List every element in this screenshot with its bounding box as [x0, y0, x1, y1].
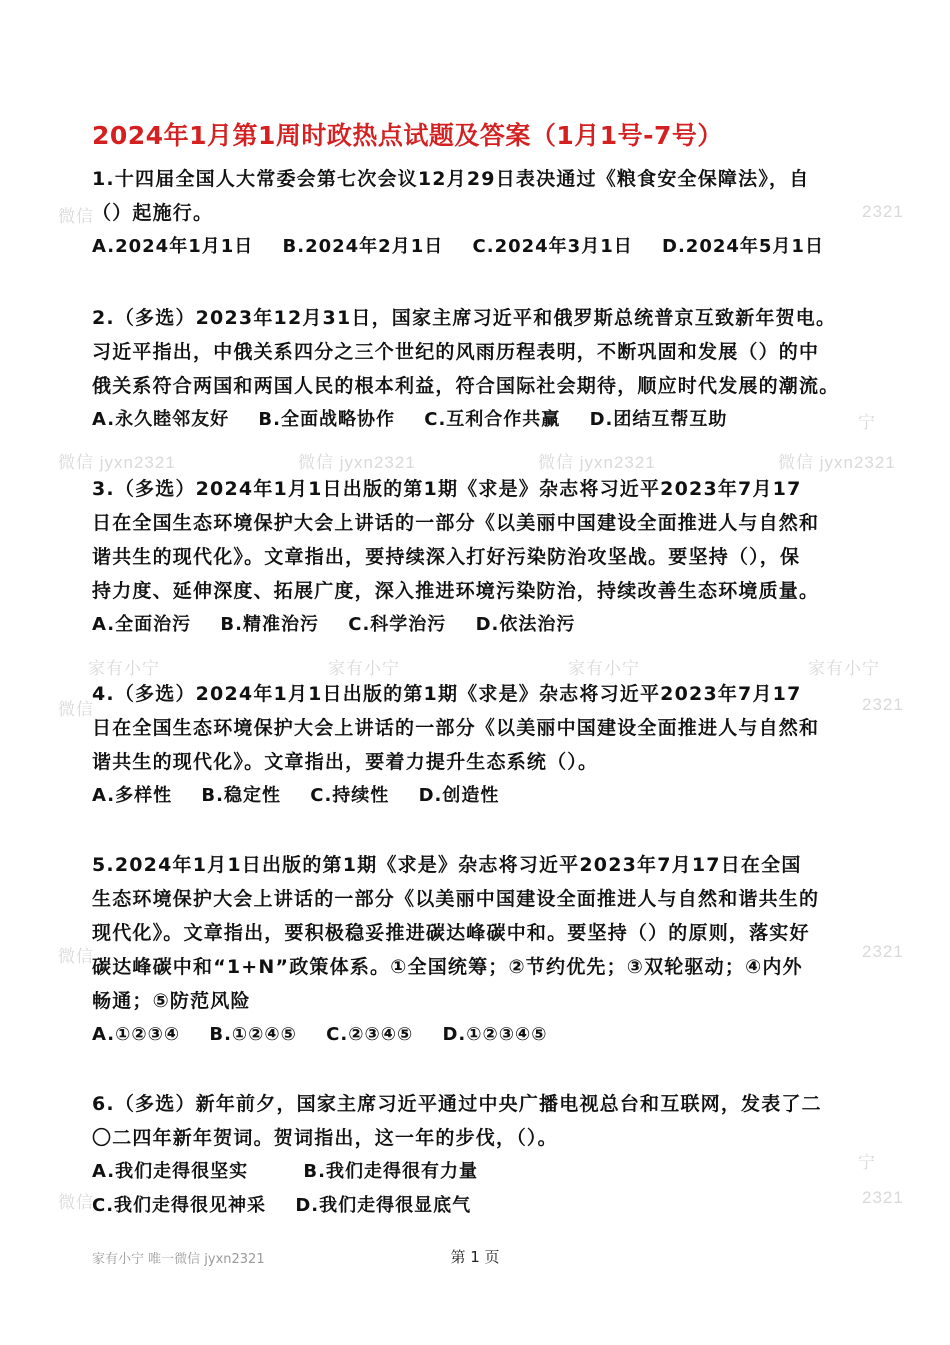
option-d: D.我们走得很显底气 [295, 1195, 472, 1216]
option-a: A.①②③④ [92, 1024, 181, 1045]
option-d: D.创造性 [418, 785, 500, 806]
watermark-ning: 宁 [858, 1153, 876, 1172]
option-c: C.我们走得很见神采 [92, 1195, 267, 1216]
watermark-wechat: 微信 [58, 947, 94, 966]
question-text: 谐共生的现代化》。文章指出，要持续深入打好污染防治攻坚战。要坚持（），保 [92, 546, 801, 568]
question-6 [92, 1087, 862, 1223]
options-row [92, 1189, 862, 1223]
footer-watermark: 家有小宁 唯一微信 jyxn2321 [92, 1252, 265, 1267]
watermark-brand: 家有小宁 [328, 659, 400, 678]
watermark-id-fragment: 2321 [862, 695, 904, 714]
question-text: 习近平指出，中俄关系四分之三个世纪的风雨历程表明，不断巩固和发展（）的中 [92, 341, 820, 363]
option-b: B.精准治污 [220, 614, 319, 635]
watermark-id-fragment: 2321 [862, 202, 904, 221]
question-text: 6.（多选）新年前夕，国家主席习近平通过中央广播电视总台和互联网，发表了二 [92, 1093, 822, 1115]
options-row [92, 779, 862, 813]
watermark-id-fragment: 2321 [862, 942, 904, 961]
option-a: A.2024年1月1日 [92, 236, 254, 257]
document-title: 2024年1月第1周时政热点试题及答案（1月1号-7号） [92, 121, 723, 150]
option-d: D.①②③④⑤ [442, 1024, 548, 1045]
option-c: C.互利合作共赢 [424, 409, 561, 430]
option-d: D.2024年5月1日 [662, 236, 824, 257]
watermark-wechat: 微信 [58, 700, 94, 719]
option-b: B.2024年2月1日 [282, 236, 444, 257]
question-text: 现代化》。文章指出，要积极稳妥推进碳达峰碳中和。要坚持（）的原则，落实好 [92, 922, 810, 944]
question-5 [92, 848, 862, 1052]
watermark-wechat-id: 微信 jyxn2321 [298, 453, 416, 472]
watermark-wechat: 微信 [58, 207, 94, 226]
option-b: B.我们走得很有力量 [303, 1161, 478, 1182]
question-text: 谐共生的现代化》。文章指出，要着力提升生态系统（）。 [92, 751, 599, 773]
option-c: C.2024年3月1日 [472, 236, 633, 257]
watermark-id-fragment: 2321 [862, 1188, 904, 1207]
page-number: 第 1 页 [450, 1248, 500, 1266]
question-1 [92, 162, 862, 264]
question-text: 2.（多选）2023年12月31日，国家主席习近平和俄罗斯总统普京互致新年贺电。 [92, 307, 837, 329]
watermark-brand: 家有小宁 [808, 659, 880, 678]
option-c: C.科学治污 [348, 614, 447, 635]
option-a: A.多样性 [92, 785, 173, 806]
watermark-wechat-id: 微信 jyxn2321 [778, 453, 896, 472]
question-text: 俄关系符合两国和两国人民的根本利益，符合国际社会期待，顺应时代发展的潮流。 [92, 375, 840, 397]
option-b: B.全面战略协作 [258, 409, 395, 430]
option-a: A.我们走得很坚实 [92, 1161, 249, 1182]
question-text: 生态环境保护大会上讲话的一部分《以美丽中国建设全面推进人与自然和谐共生的 [92, 888, 820, 910]
options-row [92, 230, 862, 264]
question-text: 3.（多选）2024年1月1日出版的第1期《求是》杂志将习近平2023年7月17 [92, 478, 802, 500]
option-c: C.持续性 [310, 785, 390, 806]
option-b: B.稳定性 [201, 785, 281, 806]
question-text: （）起施行。 [92, 202, 214, 224]
options-row [92, 403, 862, 437]
option-b: B.①②④⑤ [209, 1024, 297, 1045]
question-text: 持力度、延伸深度、拓展广度，深入推进环境污染防治，持续改善生态环境质量。 [92, 580, 820, 602]
options-row [92, 1155, 862, 1189]
question-text: 1.十四届全国人大常委会第七次会议12月29日表决通过《粮食安全保障法》，自 [92, 168, 810, 190]
question-2 [92, 301, 862, 437]
question-3 [92, 472, 862, 642]
option-c: C.②③④⑤ [326, 1024, 414, 1045]
watermark-wechat-id: 微信 jyxn2321 [538, 453, 656, 472]
question-text: 4.（多选）2024年1月1日出版的第1期《求是》杂志将习近平2023年7月17 [92, 683, 802, 705]
question-text: 畅通；⑤防范风险 [92, 990, 251, 1012]
options-row [92, 608, 862, 642]
watermark-wechat-id: 微信 jyxn2321 [58, 453, 176, 472]
options-row [92, 1018, 862, 1052]
watermark-wechat: 微信 [58, 1193, 94, 1212]
option-d: D.依法治污 [475, 614, 576, 635]
watermark-ning: 宁 [858, 413, 876, 432]
watermark-brand: 家有小宁 [88, 659, 160, 678]
question-text: 日在全国生态环境保护大会上讲话的一部分《以美丽中国建设全面推进人与自然和 [92, 717, 820, 739]
question-4 [92, 677, 862, 813]
question-text: 〇二四年新年贺词。贺词指出，这一年的步伐，（）。 [92, 1127, 558, 1149]
option-d: D.团结互帮互助 [589, 409, 728, 430]
question-text: 日在全国生态环境保护大会上讲话的一部分《以美丽中国建设全面推进人与自然和 [92, 512, 820, 534]
option-a: A.永久睦邻友好 [92, 409, 230, 430]
option-a: A.全面治污 [92, 614, 192, 635]
question-text: 5.2024年1月1日出版的第1期《求是》杂志将习近平2023年7月17日在全国 [92, 854, 802, 876]
question-text: 碳达峰碳中和“1+N”政策体系。①全国统筹；②节约优先；③双轮驱动；④内外 [92, 956, 803, 978]
watermark-brand: 家有小宁 [568, 659, 640, 678]
